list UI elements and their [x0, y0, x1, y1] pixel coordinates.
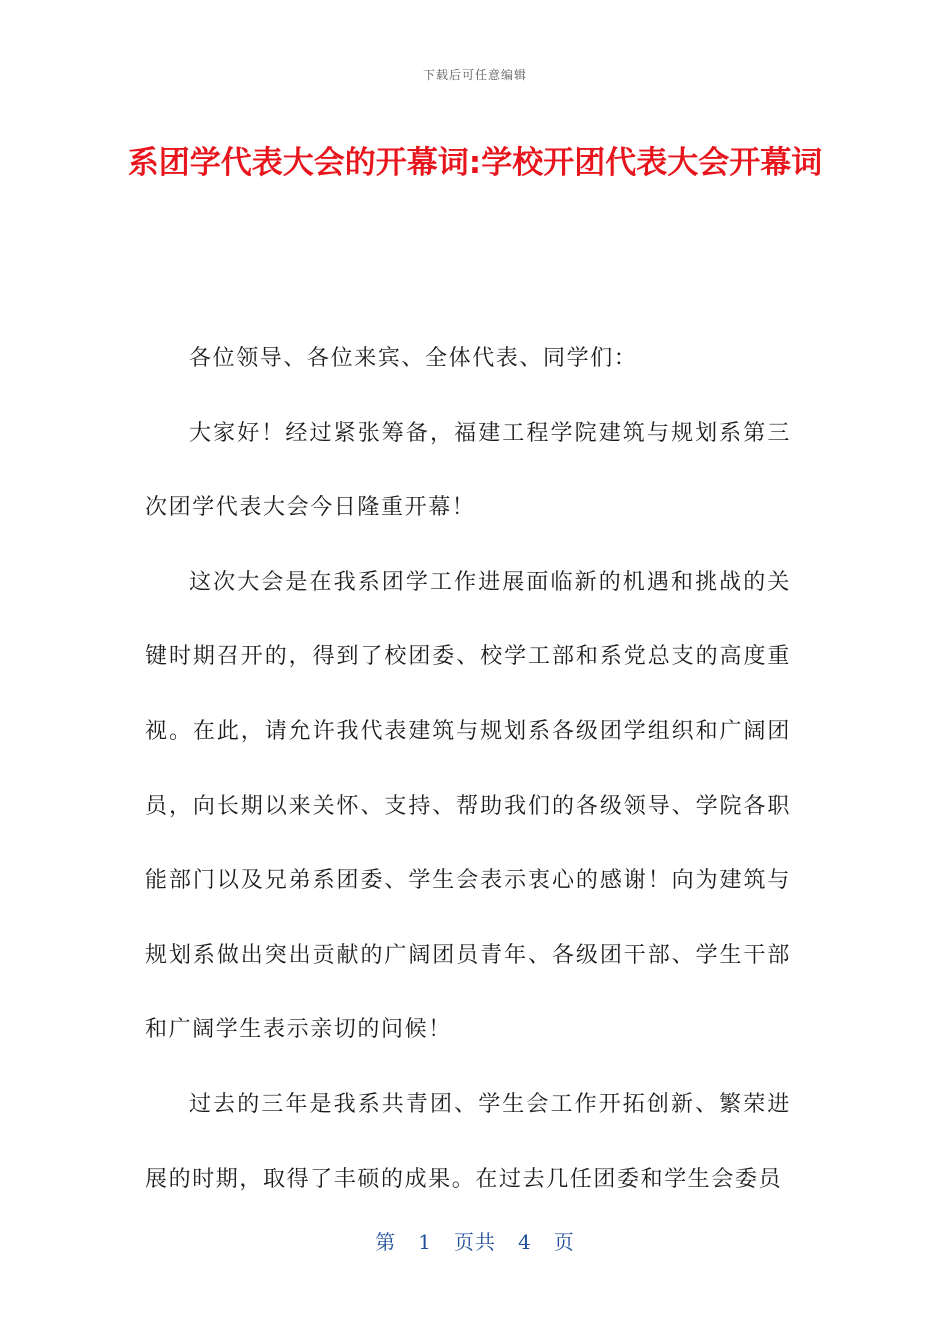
footer-total-pages: 4	[518, 1230, 532, 1254]
page-number-footer	[0, 1226, 950, 1255]
paragraph-greeting: 大家好！经过紧张筹备，福建工程学院建筑与规划系第三次团学代表大会今日隆重开幕！	[145, 420, 791, 521]
page-header-note: 下载后可任意编辑	[422, 68, 527, 82]
paragraph-thanks: 这次大会是在我系团学工作进展面临新的机遇和挑战的关键时期召开的，得到了校团委、校学工部和系党总支的高度重视。在此，请允许我代表建筑与规划系各级团学组织和广阔团员，向长期以来关怀、支持、帮助我们的各级领导、学院各职能部门以及兄弟系团委、学生会表示衷心的感谢！向为建筑与规划系做出突出贡献的广阔团员青年、各级团干部、学生干部和广阔学生表示亲切的问候！	[145, 569, 791, 1043]
footer-current-page: 1	[418, 1230, 432, 1254]
paragraph-salutation: 各位领导、各位来宾、全体代表、同学们：	[189, 346, 638, 371]
paragraph-review: 过去的三年是我系共青团、学生会工作开拓创新、繁荣进展的时期，取得了丰硕的成果。在过去几任团委和学生会委员	[145, 1091, 791, 1192]
footer-middle: 页共	[454, 1230, 496, 1254]
footer-prefix: 第	[375, 1230, 397, 1254]
footer-suffix: 页	[553, 1230, 575, 1254]
document-title: 系团学代表大会的开幕词:学校开团代表大会开幕词	[127, 145, 823, 181]
document-body	[145, 322, 791, 1217]
